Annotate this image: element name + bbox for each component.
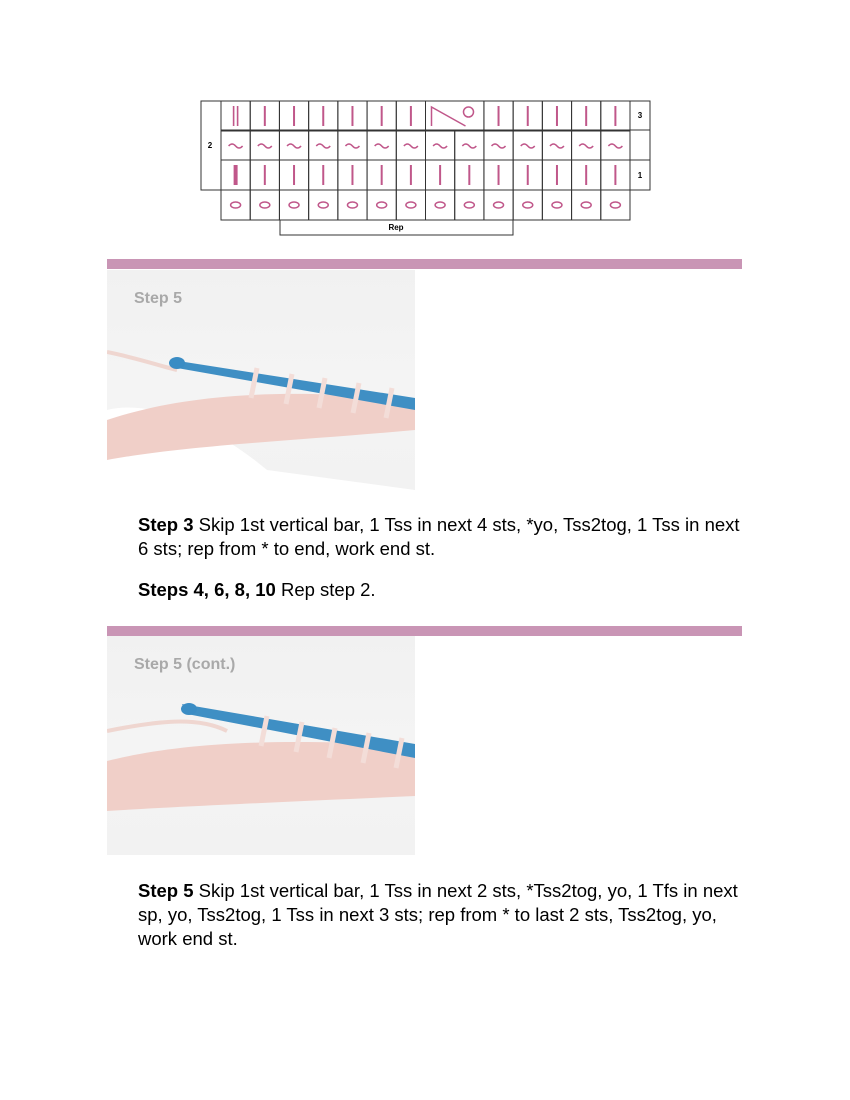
row-number-label: 1 bbox=[637, 171, 643, 180]
chain-oval-symbol bbox=[318, 202, 328, 208]
yarn-over-symbol bbox=[464, 107, 474, 117]
tilde-symbol bbox=[462, 144, 476, 148]
chart-cell bbox=[455, 190, 484, 220]
step-text: Skip 1st vertical bar, 1 Tss in next 4 sts, *yo, Tss2tog, 1 Tss in next 6 sts; rep from * to end, work end st. bbox=[138, 514, 740, 559]
chart-cell bbox=[279, 190, 308, 220]
chain-oval-symbol bbox=[552, 202, 562, 208]
tilde-symbol bbox=[433, 144, 447, 148]
step-label: Steps 4, 6, 8, 10 bbox=[138, 579, 276, 600]
tilde-symbol bbox=[258, 144, 272, 148]
tilde-symbol bbox=[345, 144, 359, 148]
chart-cell bbox=[221, 190, 250, 220]
chain-oval-symbol bbox=[260, 202, 270, 208]
section-divider-bar bbox=[107, 626, 742, 636]
rep-label: Rep bbox=[388, 223, 404, 232]
step-text: Rep step 2. bbox=[275, 579, 376, 600]
step5-cont-photo bbox=[107, 636, 415, 855]
row-number-label: 2 bbox=[207, 141, 213, 150]
chart-cell bbox=[250, 190, 279, 220]
tilde-symbol bbox=[550, 144, 564, 148]
section-divider-bar bbox=[107, 259, 742, 269]
chart-cell bbox=[484, 190, 513, 220]
tilde-symbol bbox=[316, 144, 330, 148]
chart-cell bbox=[367, 190, 396, 220]
step5-instruction bbox=[138, 879, 748, 951]
chart-cell bbox=[572, 190, 601, 220]
chart-cell bbox=[338, 190, 367, 220]
chart-cell bbox=[601, 190, 630, 220]
chart-cell bbox=[309, 190, 338, 220]
chart-cell bbox=[513, 190, 542, 220]
step3-instruction bbox=[138, 513, 748, 561]
chain-oval-symbol bbox=[464, 202, 474, 208]
chain-oval-symbol bbox=[610, 202, 620, 208]
tilde-symbol bbox=[608, 144, 622, 148]
chain-oval-symbol bbox=[494, 202, 504, 208]
chain-oval-symbol bbox=[377, 202, 387, 208]
tilde-symbol bbox=[375, 144, 389, 148]
chain-oval-symbol bbox=[289, 202, 299, 208]
chain-oval-symbol bbox=[347, 202, 357, 208]
chart-cell bbox=[221, 101, 250, 131]
chain-oval-symbol bbox=[435, 202, 445, 208]
chart-cell bbox=[426, 101, 484, 131]
stitch-chart bbox=[0, 0, 850, 250]
step-label: Step 5 bbox=[138, 880, 194, 901]
chart-cell bbox=[542, 190, 571, 220]
tss2tog-symbol bbox=[432, 107, 466, 126]
chart-cell bbox=[426, 190, 455, 220]
tilde-symbol bbox=[404, 144, 418, 148]
step-label: Step 3 bbox=[138, 514, 194, 535]
photo-caption: Step 5 (cont.) bbox=[134, 656, 236, 673]
step5-photo bbox=[107, 270, 415, 490]
tilde-symbol bbox=[579, 144, 593, 148]
tilde-symbol bbox=[521, 144, 535, 148]
chain-oval-symbol bbox=[523, 202, 533, 208]
steps4-instruction bbox=[138, 578, 748, 602]
chart-cell bbox=[396, 190, 425, 220]
step-text: Skip 1st vertical bar, 1 Tss in next 2 sts, *Tss2tog, yo, 1 Tfs in next sp, yo, Tss2tog, 1 Tss in next 3 sts; rep from * to last 2 sts, Tss2tog, yo, work end st. bbox=[138, 880, 738, 949]
chain-oval-symbol bbox=[231, 202, 241, 208]
chain-oval-symbol bbox=[581, 202, 591, 208]
tilde-symbol bbox=[492, 144, 506, 148]
tilde-symbol bbox=[229, 144, 243, 148]
tilde-symbol bbox=[287, 144, 301, 148]
row-number-label: 3 bbox=[637, 111, 643, 120]
photo-caption: Step 5 bbox=[134, 290, 183, 307]
chain-oval-symbol bbox=[406, 202, 416, 208]
